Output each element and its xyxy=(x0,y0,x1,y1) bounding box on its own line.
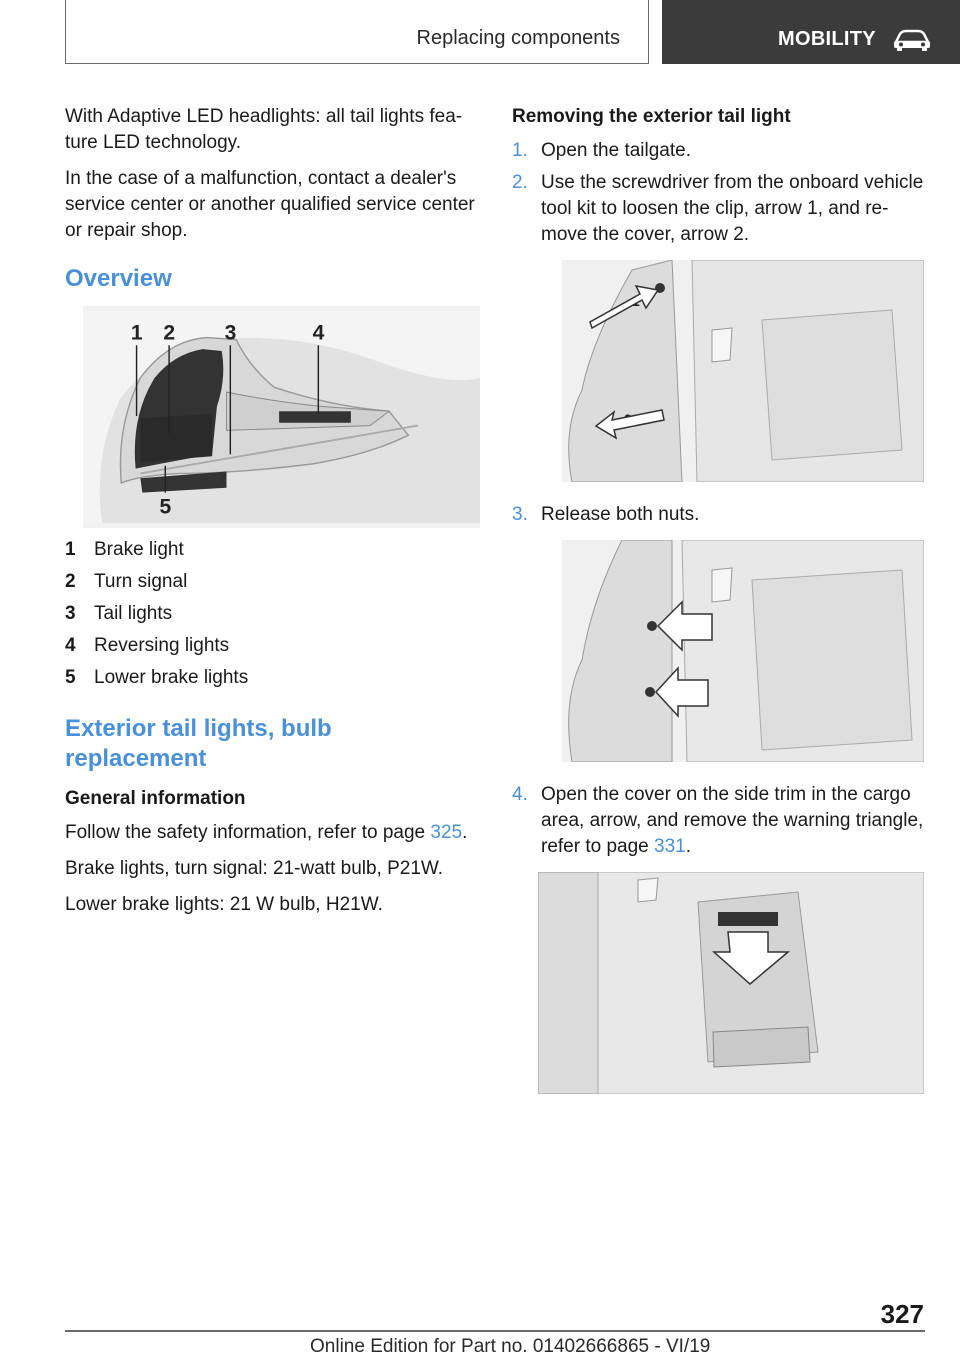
legend-number: 3 xyxy=(65,603,76,624)
safety-end: . xyxy=(462,822,468,843)
page-number: 327 xyxy=(880,1299,924,1329)
figure-legend xyxy=(65,534,477,694)
legend-item xyxy=(65,534,477,566)
intro-paragraph-1: With Adaptive LED headlights: all tail lights feature LED technology. xyxy=(65,106,463,153)
figure-callout-5: 5 xyxy=(159,495,172,519)
figure-callout-1: 1 xyxy=(130,321,143,345)
page-header xyxy=(0,0,960,66)
step-number: 4. xyxy=(512,784,528,805)
release-nuts-figure xyxy=(562,540,924,762)
safety-text: Follow the safety information, refer to page xyxy=(65,822,431,843)
step-item xyxy=(512,138,928,164)
legend-number: 4 xyxy=(65,635,76,656)
header-chapter-label: MOBILITY xyxy=(778,28,876,50)
figure-callout-3: 3 xyxy=(224,321,237,345)
figure-callout-4: 4 xyxy=(312,321,325,345)
legend-number: 5 xyxy=(65,667,76,688)
page-link-331[interactable]: 331 xyxy=(654,836,686,857)
step-item xyxy=(512,502,928,528)
car-icon xyxy=(892,28,932,52)
figure-callout-2: 2 xyxy=(163,321,176,345)
legend-item xyxy=(65,566,477,598)
step-number: 1. xyxy=(512,140,528,161)
header-section-title: Replacing components xyxy=(416,27,620,49)
tailgate-clip-figure xyxy=(562,260,924,482)
legend-label: Lower brake lights xyxy=(94,667,249,688)
footer-divider xyxy=(65,1330,925,1332)
legend-number: 2 xyxy=(65,571,76,592)
safety-paragraph xyxy=(65,820,477,846)
step-item xyxy=(512,782,928,860)
removing-heading: Removing the exterior tail light xyxy=(512,106,791,127)
step4-text: Open the cover on the side trim in the cargo area, arrow, and remove the warning triangle, refer to page xyxy=(541,784,924,857)
step-text xyxy=(541,782,928,860)
left-column xyxy=(65,104,477,928)
legend-label: Tail lights xyxy=(94,603,173,624)
legend-label: Reversing lights xyxy=(94,635,230,656)
warning-triangle-compartment-figure xyxy=(538,872,924,1094)
step-number: 2. xyxy=(512,172,528,193)
brake-lights-paragraph: Brake lights, turn signal: 21-watt bulb, P21W. xyxy=(65,858,444,879)
legend-item xyxy=(65,598,477,630)
step-text: Use the screwdriver from the onboard vehicle tool kit to loosen the clip, arrow 1, and remove the cover, arrow 2. xyxy=(541,172,924,245)
page-link-325[interactable]: 325 xyxy=(430,822,463,843)
step-text: Release both nuts. xyxy=(541,504,700,525)
legend-label: Turn signal xyxy=(94,571,188,592)
tail-light-figure xyxy=(83,306,480,528)
step-number: 3. xyxy=(512,504,528,525)
legend-number: 1 xyxy=(65,539,76,560)
general-information-heading: General information xyxy=(65,788,246,809)
lower-brake-lights-paragraph: Lower brake lights: 21 W bulb, H21W. xyxy=(65,894,383,915)
footer-edition: Online Edition for Part no. 01402666865 - VI/19 xyxy=(310,1336,711,1357)
legend-label: Brake light xyxy=(94,539,184,560)
intro-paragraph-2: In the case of a malfunction, contact a dealer's service center or another qualified service center or repair shop. xyxy=(65,168,475,241)
exterior-tail-lights-heading: Exterior tail lights, bulb replacement xyxy=(65,715,332,772)
step4-end: . xyxy=(685,836,692,857)
legend-item xyxy=(65,630,477,662)
step-text: Open the tailgate. xyxy=(541,140,691,161)
step-item xyxy=(512,170,928,248)
overview-heading: Overview xyxy=(65,265,172,292)
header-chapter-tab xyxy=(662,0,960,64)
right-column xyxy=(512,104,928,1094)
legend-item xyxy=(65,662,477,694)
